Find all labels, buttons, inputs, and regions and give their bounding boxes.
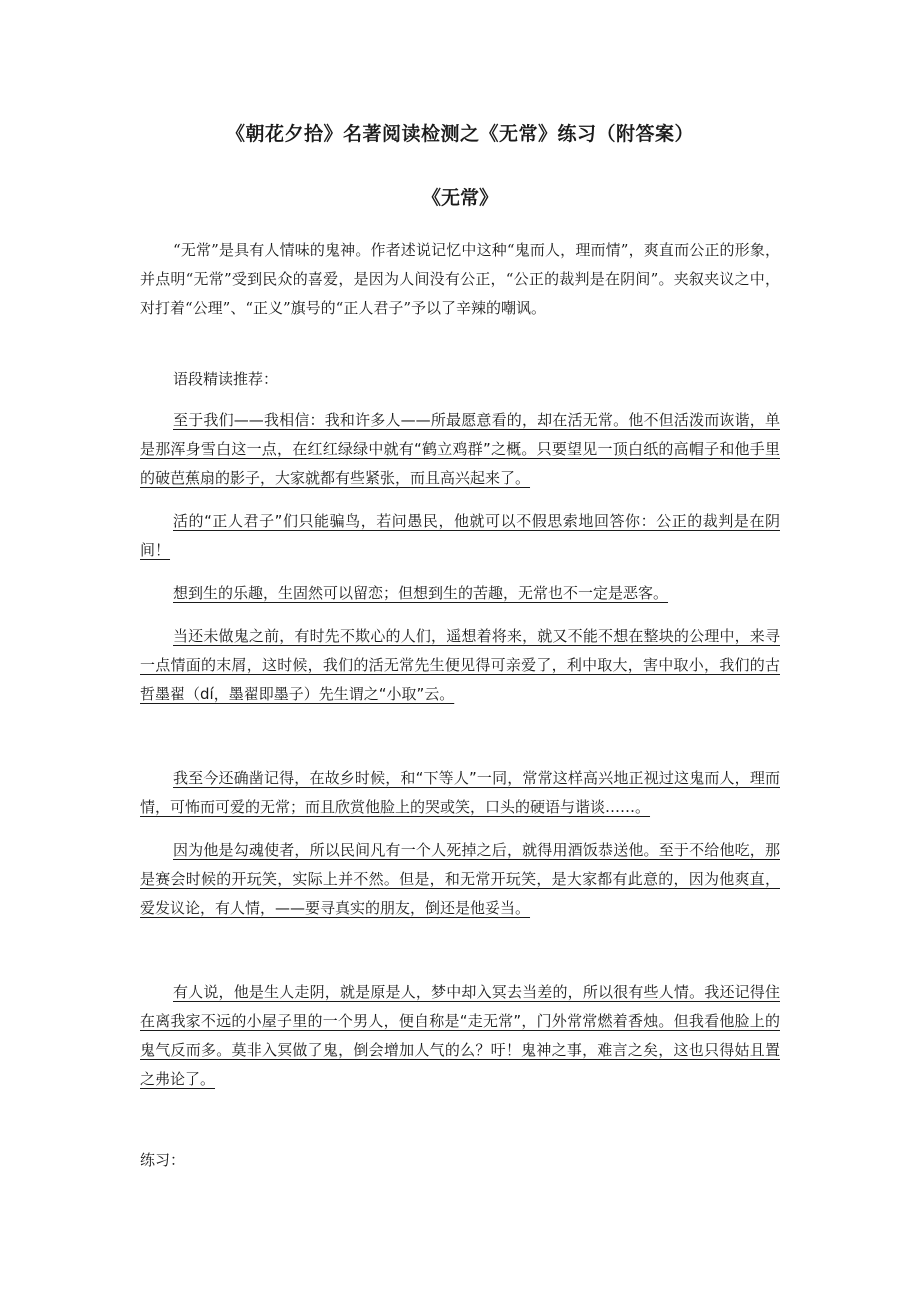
excerpt-paragraph-4 [140,622,780,709]
excerpt-text-1: 至于我们——我相信：我和许多人——所最愿意看的，却在活无常。他不但活泼而诙谐，单是那浑身雪白这一点，在红红绿绿中就有“鹤立鸡群”之概。只要望见一顶白纸的高帽子和他手里的破芭蕉扇的影子，大家就都有些紧张，而且高兴起来了。 [140,411,780,487]
intro-paragraph: “无常”是具有人情味的鬼神。作者述说记忆中这种“鬼而人，理而情”，爽直而公正的形象，并点明“无常”受到民众的喜爱，是因为人间没有公正，“公正的裁判是在阴间”。夹叙夹议之中，对打着“公理”、“正义”旗号的“正人君子”予以了辛辣的嘲讽。 [140,241,780,317]
excerpt-text-4: 当还未做鬼之前，有时先不欺心的人们，遥想着将来，就又不能不想在整块的公理中，来寻一点情面的末屑，这时候，我们的活无常先生便见得可亲爱了，利中取大，害中取小，我们的古哲墨翟（dí，墨翟即墨子）先生谓之“小取”云。 [140,627,780,703]
section-label: 语段精读推荐： [173,370,279,388]
excerpt-text-7: 有人说，他是生人走阴，就是原是人，梦中却入冥去当差的，所以很有些人情。我还记得住在离我家不远的小屋子里的一个男人，便自称是“走无常”，门外常常燃着香烛。但我看他脸上的鬼气反而多。莫非入冥做了鬼，倒会增加人气的么？吁！鬼神之事，难言之矣，这也只得姑且置之弗论了。 [140,983,780,1088]
excerpt-text-3: 想到生的乐趣，生固然可以留恋；但想到生的苦趣，无常也不一定是恶客。 [173,584,669,602]
section-title: 《无常》 [421,187,498,209]
excerpt-paragraph-2 [140,507,780,565]
excerpt-paragraph-7 [140,978,780,1094]
excerpt-paragraph-3 [140,579,780,608]
exercise-label: 练习： [140,1151,186,1169]
excerpt-paragraph-5 [140,764,780,822]
excerpt-paragraph-1 [140,406,780,493]
excerpt-text-6: 因为他是勾魂使者，所以民间凡有一个人死掉之后，就得用酒饭恭送他。至于不给他吃，那是赛会时候的开玩笑，实际上并不然。但是，和无常开玩笑，是大家都有此意的，因为他爽直，爱发议论，有人情，——要寻真实的朋友，倒还是他妥当。 [140,841,780,917]
excerpt-text-2: 活的“正人君子”们只能骗鸟，若问愚民，他就可以不假思索地回答你：公正的裁判是在阴间！ [140,512,780,559]
excerpt-text-5: 我至今还确凿记得，在故乡时候，和“下等人”一同，常常这样高兴地正视过这鬼而人，理而情，可怖而可爱的无常；而且欣赏他脸上的哭或笑，口头的硬语与谐谈……。 [140,769,780,816]
excerpt-paragraph-6 [140,836,780,923]
document-title: 《朝花夕拾》名著阅读检测之《无常》练习（附答案） [225,123,694,145]
